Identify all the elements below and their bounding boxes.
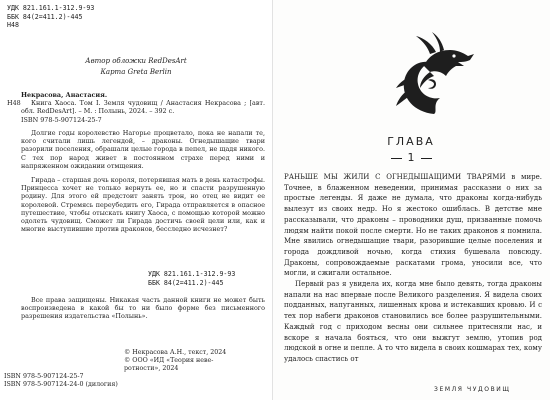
running-head: ЗЕМЛЯ ЧУДОВИЩ	[434, 386, 511, 393]
bibliographic-record	[7, 91, 265, 124]
udk-header	[7, 4, 94, 30]
record-description: Книга Хаоса. Том I. Земля чудовищ / Анастасия Некрасова ; [авт. обл. RedDesArt]. – М. : Полынь, 2024. – 392 с.	[21, 99, 265, 116]
copyright-line: © Некрасова А.Н., текст, 2024	[124, 349, 227, 356]
rights-notice: Все права защищены. Никакая часть данной книги не может быть воспроизведена в какой бы то ни было форме без письменного разрешения издательства «Полынь».	[21, 296, 265, 321]
chapter-number-value: 1	[407, 151, 415, 164]
annotation-paragraph: Гирада – старшая дочь короля, потерявшая мать в день катастрофы. Принцесса хочет не только вернуть ее, но и спасти разрушенную родину. Для этого ей предстоит занять трон, но отец не видит ее королевой. Стремясь переубедить его, Гирада отправляется в опасное путешествие, чтобы отыскать книгу Хаоса, с помощью которой можно одолеть чудовищ. Сможет ли Гирада достичь своей цели или, как и многие выступившие против драконов, бесследно исчезнет?	[21, 176, 265, 234]
record-author: Некрасова, Анастасия.	[21, 91, 108, 99]
chapter-heading: ГЛАВА	[387, 135, 435, 148]
isbn-line: ISBN 978-5-907124-24-0 (дилогия)	[4, 381, 118, 389]
copyright-line: © ООО «ИД «Теория неве-	[124, 357, 214, 365]
chapter-rule	[421, 158, 432, 159]
record-code: Н48	[7, 99, 21, 108]
map-credit: Карта Greta Berlin	[100, 67, 172, 76]
bbk-code: ББК 84(2=411.2)-445	[7, 12, 83, 21]
chapter-rule	[391, 158, 402, 159]
book-spine	[272, 0, 273, 400]
record-isbn: ISBN 978-5-907124-25-7	[21, 115, 102, 124]
bbk-code: ББК 84(2=411.2)-445	[148, 278, 224, 287]
body-paragraph: РАНЬШЕ МЫ ЖИЛИ С ОГНЕДЫШАЩИМИ ТВАРЯМИ в мире. Точнее, в блаженном неведении, принимая рассказни о них за простые легенды. Я даже не думала, что драконы когда-нибудь вылезут из своих недр. Но я жестоко ошиблась. В детстве мне рассказывали, что драконы – проводники душ, призванные помочь людям найти покой после смерти. Но не таких драконов я помнила. Мне явились огнедышащие твари, разорившие целые поселения и города дождливой ночью, когда стихия бушевала повсюду. Драконы, сопровождаемые раскатами грома, уносили все, что могли, и сжигали остальное.	[284, 173, 542, 278]
body-paragraph: Первый раз я увидела их, когда мне было девять, тогда драконы напали на нас впервые после Великого разделения. Я видела своих подданных, напуганных, лишенных крова и истекавших кровью. И с тех пор набеги драконов становились все более разрушительными. Каждый год с приходом весны они сильнее притесняли нас, и вскоре я начала бояться, что они выжгут землю, утопив род людской в огне и пепле. А то что видела в своих кошмарах тех, кому удалось спастись от	[284, 280, 542, 363]
book-annotation	[21, 129, 265, 239]
udk-code: УДК 821.161.1-312.9-93	[7, 4, 95, 12]
author-mark: Н48	[7, 21, 19, 30]
chapter-body	[284, 172, 542, 365]
isbn-list	[4, 373, 118, 389]
chapter-number	[272, 151, 550, 164]
udk-footer	[148, 270, 235, 287]
udk-code: УДК 821.161.1-312.9-93	[148, 270, 236, 278]
cover-author-credit: Автор обложки RedDesArt	[85, 57, 187, 65]
copyright-line: ротности», 2024	[124, 365, 179, 373]
copyright-notice	[124, 349, 268, 374]
cover-credits	[0, 56, 272, 77]
dragon-head-icon	[394, 32, 476, 116]
isbn-line: ISBN 978-5-907124-25-7	[4, 373, 84, 380]
annotation-paragraph: Долгие годы королевство Нагорье процветало, пока не напали те, кого считали лишь легендой, – драконы. Огнедышащие твари разорили поселения, обрашали целые города в пепел, не щадя никого. С тех пор народ живет в постоянном страхе перед ними и напряженном ожидании отмщения.	[21, 129, 265, 170]
